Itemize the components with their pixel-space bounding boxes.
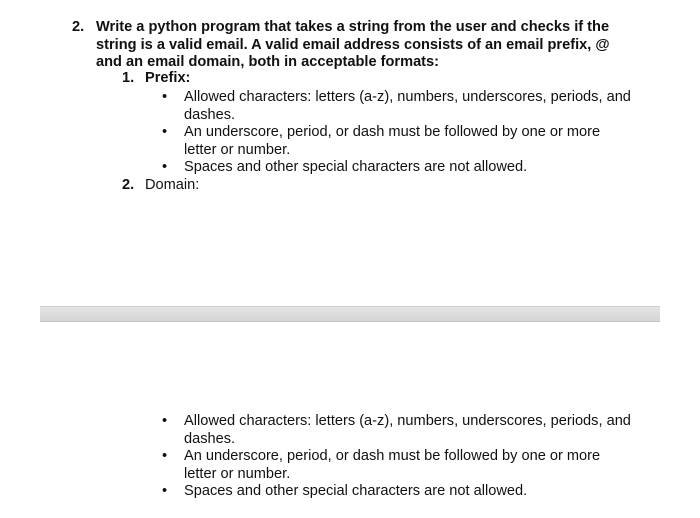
page-break-divider bbox=[40, 306, 660, 322]
bullet-text: An underscore, period, or dash must be followed by one or more letter or number. bbox=[184, 124, 601, 158]
bullet-icon: • bbox=[162, 159, 168, 175]
question-text: Write a python program that takes a string from the user and checks if the string is a valid email. A valid email address consists of an email prefix, @ and an email domain, both in acceptable formats: bbox=[96, 19, 610, 70]
bullet-text: Spaces and other special characters are not allowed. bbox=[184, 483, 528, 499]
section-number-prefix: 1. bbox=[122, 70, 135, 86]
bullet-text: Spaces and other special characters are not allowed. bbox=[184, 159, 528, 175]
bullet-icon: • bbox=[162, 413, 168, 429]
section-number-domain: 2. bbox=[122, 177, 135, 193]
bullet-text: Allowed characters: letters (a-z), numbers, underscores, periods, and dashes. bbox=[184, 89, 631, 123]
bullet-text: Allowed characters: letters (a-z), numbers, underscores, periods, and dashes. bbox=[184, 413, 631, 447]
bullet-icon: • bbox=[162, 483, 168, 499]
bullet-icon: • bbox=[162, 89, 168, 105]
bullet-icon: • bbox=[162, 124, 168, 140]
bullet-icon: • bbox=[162, 448, 168, 464]
question-number: 2. bbox=[72, 19, 85, 35]
section-label-domain: Domain: bbox=[145, 177, 200, 193]
section-label-prefix: Prefix: bbox=[145, 70, 191, 86]
bullet-text: An underscore, period, or dash must be followed by one or more letter or number. bbox=[184, 448, 601, 482]
